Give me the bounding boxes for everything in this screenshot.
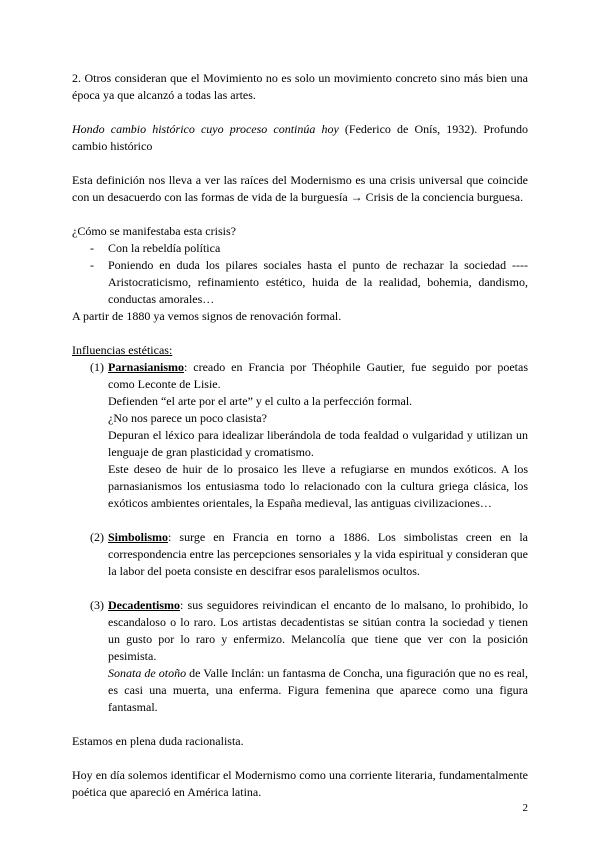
term-parnasianismo: Parnasianismo	[108, 360, 185, 374]
document-body	[72, 70, 528, 801]
parnasianismo-line: Defienden “el arte por el arte” y el culto a la perfección formal.	[108, 394, 413, 408]
page-number: 2	[522, 802, 528, 814]
list-item: - Con la rebeldía política	[90, 241, 221, 255]
work-title: Sonata de otoño	[108, 666, 187, 680]
paragraph-modernismo-today: Hoy en día solemos identificar el Modernismo como una corriente literaria, fundamentalmente poética que apareció en América latina.	[72, 768, 528, 799]
onis-quote: Hondo cambio histórico cuyo proceso continúa hoy	[72, 122, 339, 136]
dash-bullet: -	[90, 241, 94, 255]
dash-bullet: -	[90, 258, 94, 272]
item-number: (1)	[90, 360, 104, 374]
paragraph-onis-definition	[72, 121, 528, 155]
paragraph-rationalist-doubt: Estamos en plena duda racionalista.	[72, 734, 244, 748]
term-simbolismo: Simbolismo	[108, 530, 169, 544]
influences-list	[72, 359, 528, 716]
list-item: - Poniendo en duda los pilares sociales hasta el punto de rechazar la sociedad ---- Aristocraticismo, refinamiento estético, huida de la realidad, bohemia, dandismo, conductas amorales…	[90, 258, 528, 306]
decadentismo-example: Sonata de otoño de Valle Inclán: un fantasma de Concha, una figuración que no es real, es casi una muerta, una enferma. Figura femenina que aparece como una figura fantasmal.	[108, 666, 528, 714]
influence-simbolismo: (2) Simbolismo: surge en Francia en torno a 1886. Los simbolistas creen en la correspondencia entre las percepciones sensoriales y la vida espiritual y consideran que la labor del poeta consiste en descifrar esos paralelismos ocultos.	[90, 530, 528, 578]
item-number: (3)	[90, 598, 104, 612]
influence-parnasianismo: (1) Parnasianismo: creado en Francia por Théophile Gautier, fue seguido por poetas como Leconte de Lisie. Defienden “el arte por el arte” y el culto a la perfección formal. ¿No nos parece un poco clasista? Depuran el léxico para idealizar liberándola de toda fealdad o vulgaridad y utilizan un lenguaje de gran plasticidad y cromatismo. Este deseo de huir de lo prosaico les lleve a refugiarse en mundos exóticos. A los parnasianismos los entusiasma todo lo relacionado con la cultura griega clásica, los exóticos ambientes orientales, la España medieval, las antiguas civilizaciones…	[90, 360, 528, 510]
influences-heading: Influencias estéticas:	[72, 343, 173, 357]
paragraph-crisis: Esta definición nos lleva a ver las raíces del Modernismo es una crisis universal que coincide con un desacuerdo con las formas de vida de la burguesía → Crisis de la conciencia burguesa.	[72, 173, 528, 204]
paragraph-renovation: A partir de 1880 ya vemos signos de renovación formal.	[72, 309, 342, 323]
term-decadentismo: Decadentismo	[108, 598, 180, 612]
paragraph-movement-epoch: 2. Otros consideran que el Movimiento no es solo un movimiento concreto sino más bien una época ya que alcanzó a todas las artes.	[72, 71, 528, 102]
parnasianismo-line: Depuran el léxico para idealizar liberándola de toda fealdad o vulgaridad y utilizan un lenguaje de gran plasticidad y cromatismo.	[108, 428, 528, 459]
crisis-question: ¿Cómo se manifestaba esta crisis?	[72, 224, 236, 238]
onis-citation: (Federico de Onís, 1932). Profundo cambio histórico	[72, 122, 528, 153]
item-number: (2)	[90, 530, 104, 544]
influence-decadentismo: (3) Decadentismo: sus seguidores reivindican el encanto de lo malsano, lo prohibido, lo escandaloso o lo raro. Los artistas decadentistas se sitúan contra la sociedad y tienen un gusto por lo raro y enfermizo. Melancolía que tiene que ver con la posición pesimista. Sonata de otoño de Valle Inclán: un fantasma de Concha, una figuración que no es real, es casi una muerta, una enferma. Figura femenina que aparece como una figura fantasmal.	[90, 598, 528, 714]
crisis-list	[72, 240, 528, 308]
parnasianismo-line: Este deseo de huir de lo prosaico les lleve a refugiarse en mundos exóticos. A los parnasianismos los entusiasma todo lo relacionado con la cultura griega clásica, los exóticos ambientes orientales, la España medieval, las antiguas civilizaciones…	[108, 462, 528, 510]
parnasianismo-line: ¿No nos parece un poco clasista?	[108, 411, 267, 425]
